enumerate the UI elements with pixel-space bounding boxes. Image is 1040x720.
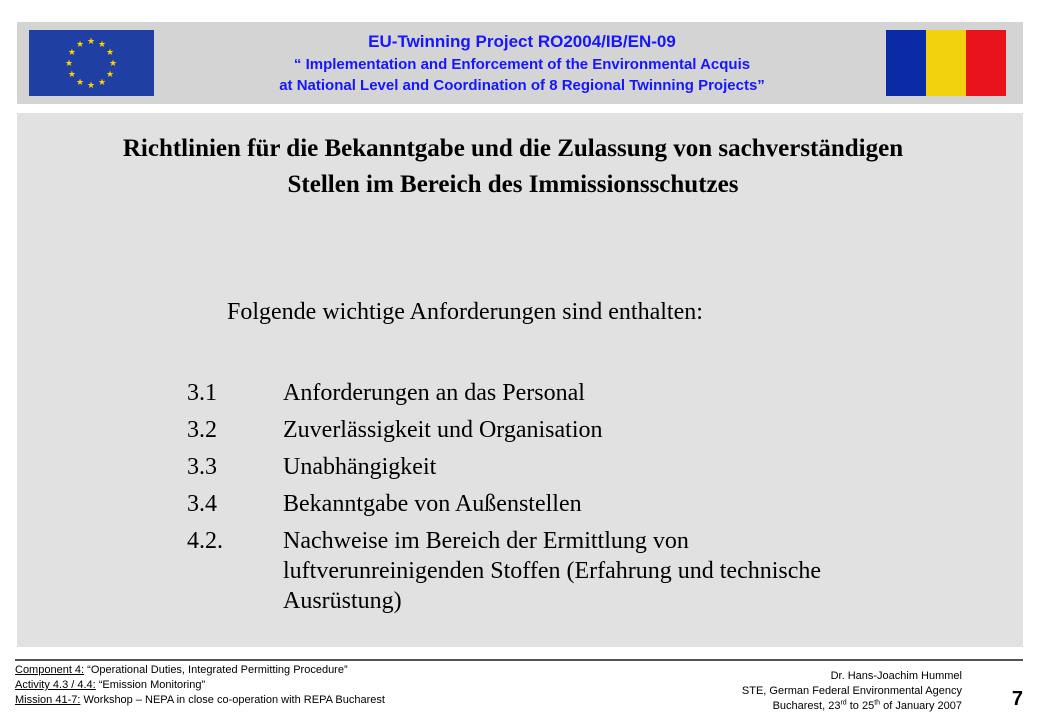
flag-stripe-blue [886,30,926,96]
author-name: Dr. Hans-Joachim Hummel [830,670,962,682]
romania-flag-icon [886,30,1006,96]
project-title: EU-Twinning Project RO2004/IB/EN-09 [368,32,676,51]
intro-text: Folgende wichtige Anforderungen sind enthalten: [227,299,703,325]
activity-label: Activity 4.3 / 4.4: [15,679,96,691]
eu-star-icon: ★ [75,77,85,88]
footer-activity [15,678,385,693]
slide-content [17,113,1023,647]
project-subtitle-line1: “ Implementation and Enforcement of the Environmental Acquis [293,56,751,73]
item-number: 3.2 [187,417,217,443]
eu-star-icon: ★ [106,47,115,57]
item-number: 3.3 [187,454,217,480]
footer-component [15,663,385,678]
eu-star-icon: ★ [97,77,107,88]
eu-flag-icon [29,30,154,96]
footer-mission [15,693,385,708]
item-number: 3.4 [187,491,217,517]
flag-stripe-yellow [926,30,966,96]
list-item [187,375,843,412]
eu-star-icon: ★ [108,58,118,68]
eu-star-icon: ★ [67,69,76,79]
list-item [187,523,843,616]
flag-stripe-red [966,30,1006,96]
slide-heading: Richtlinien für die Bekanntgabe und die Zulassung von sachverständigen Stellen im Bereich des Immissionsschutzes [122,135,904,198]
item-text: Unabhängigkeit [283,454,437,480]
item-number: 3.1 [187,380,217,406]
header-banner [17,22,1023,104]
item-number: 4.2. [187,528,223,554]
activity-text: “Emission Monitoring” [95,679,206,691]
component-text: “Operational Duties, Integrated Permitting Procedure” [84,664,348,676]
component-label: Component 4: [15,664,85,676]
item-text: Anforderungen an das Personal [283,380,585,406]
item-text: Zuverlässigkeit und Organisation [283,417,603,443]
eu-star-icon: ★ [75,38,85,49]
item-text: Nachweise im Bereich der Ermittlung von luftverunreinigenden Stoffen (Erfahrung und technische Ausrüstung) [283,528,822,614]
eu-star-icon: ★ [97,38,107,49]
project-subtitle-line2: at National Level and Coordination of 8 Regional Twinning Projects” [279,77,765,94]
list-item [187,486,843,523]
event-date: Bucharest, 23rd to 25th of January 2007 [772,699,962,712]
eu-star-icon: ★ [86,36,96,46]
eu-star-icon: ★ [67,47,76,57]
mission-label: Mission 41-7: [15,694,81,706]
item-text: Bekanntgabe von Außenstellen [283,491,582,517]
requirements-list [187,375,843,616]
footer-project-info [15,663,385,708]
list-item [187,412,843,449]
list-item [187,449,843,486]
eu-star-icon: ★ [64,58,74,68]
agency-name: STE, German Federal Environmental Agency [741,685,962,697]
mission-text: Workshop – NEPA in close co-operation with REPA Bucharest [80,694,385,706]
eu-star-icon: ★ [86,80,96,90]
footer-author-info [742,669,962,714]
page-number: 7 [1011,688,1023,710]
footer-divider [15,659,1023,661]
eu-star-icon: ★ [106,69,115,79]
